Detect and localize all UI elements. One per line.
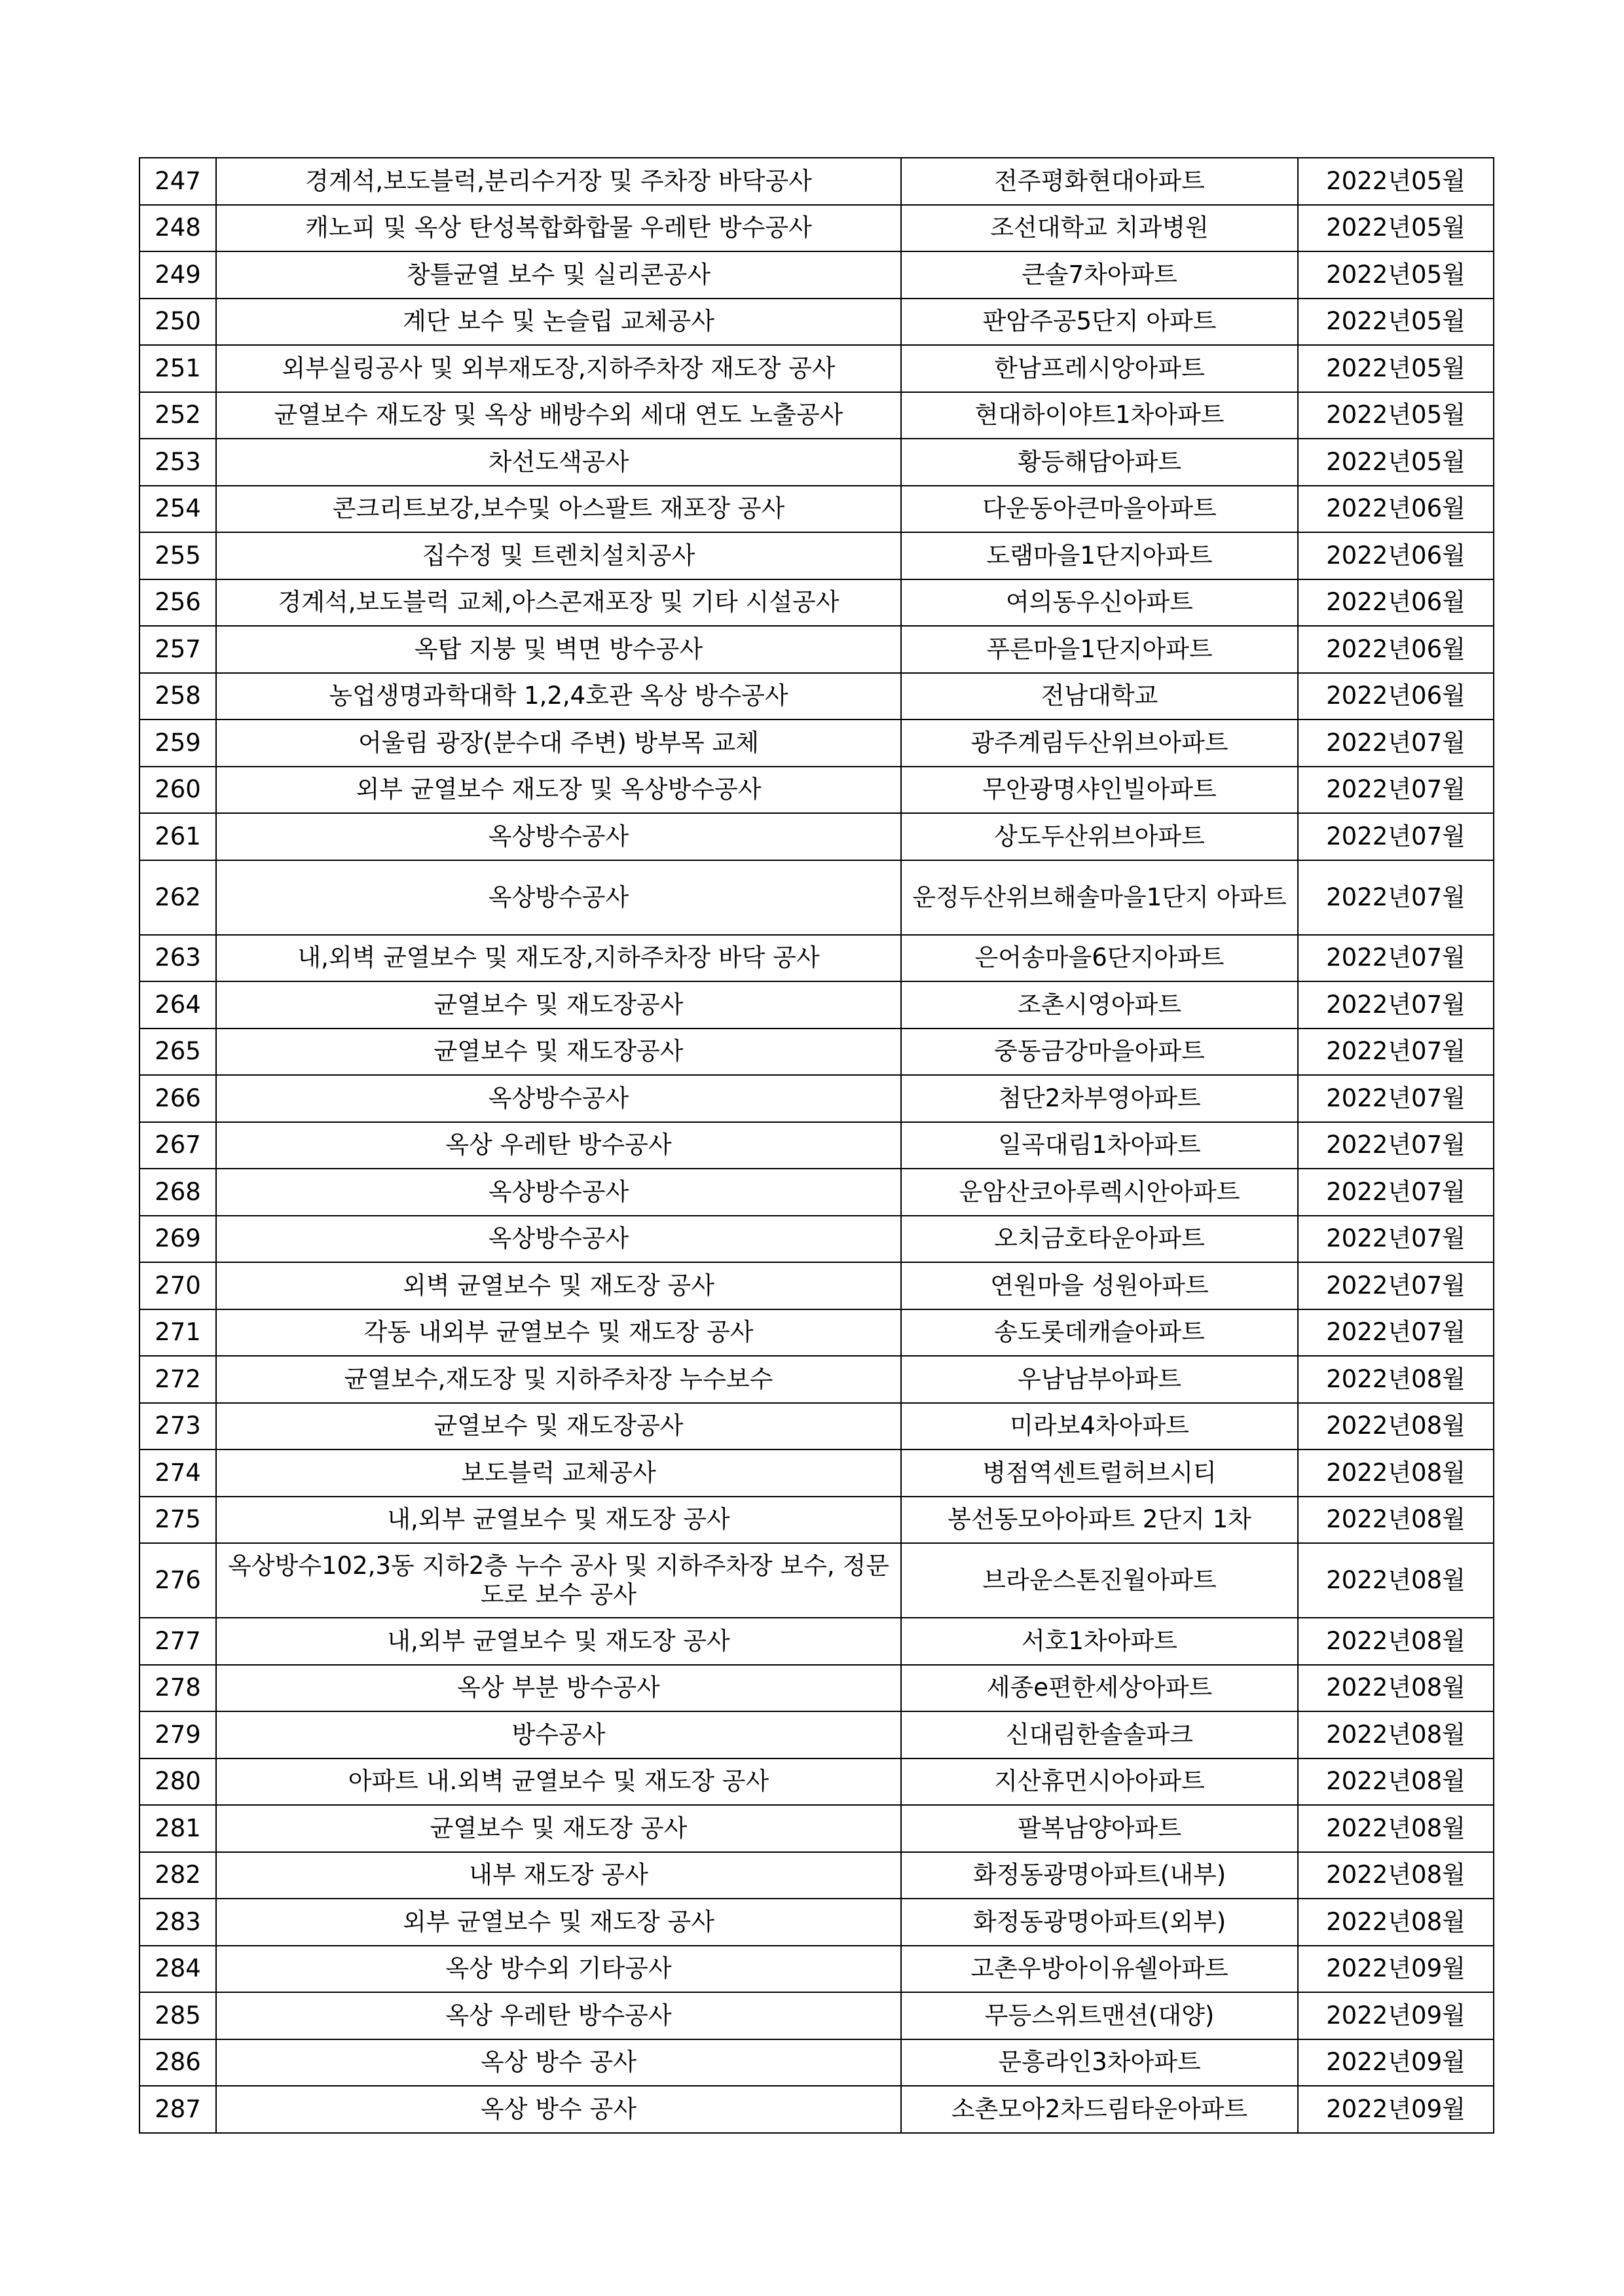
table-row xyxy=(139,1449,1494,1497)
site-name-cell: 전주평화현대아파트 xyxy=(901,158,1298,205)
site-name-cell: 무안광명샤인빌아파트 xyxy=(901,767,1298,814)
date-cell: 2022년09월 xyxy=(1298,1992,1494,2039)
site-name-cell: 운정두산위브해솔마을1단지 아파트 xyxy=(901,860,1298,935)
table-row xyxy=(139,673,1494,720)
date-cell: 2022년08월 xyxy=(1298,1618,1494,1665)
table-row xyxy=(139,1711,1494,1758)
table-row xyxy=(139,860,1494,935)
construction-records-table xyxy=(139,157,1494,2134)
table-row xyxy=(139,251,1494,299)
site-name-cell: 운암산코아루렉시안아파트 xyxy=(901,1169,1298,1216)
work-description-cell: 캐노피 및 옥상 탄성복합화합물 우레탄 방수공사 xyxy=(216,205,901,252)
table-row xyxy=(139,1075,1494,1122)
date-cell: 2022년06월 xyxy=(1298,673,1494,720)
date-cell: 2022년07월 xyxy=(1298,1169,1494,1216)
table-row xyxy=(139,720,1494,767)
work-description-cell: 방수공사 xyxy=(216,1711,901,1758)
date-cell: 2022년05월 xyxy=(1298,299,1494,346)
work-description-cell: 옥탑 지붕 및 벽면 방수공사 xyxy=(216,626,901,673)
site-name-cell: 현대하이야트1차아파트 xyxy=(901,392,1298,439)
site-name-cell: 화정동광명아파트(내부) xyxy=(901,1852,1298,1899)
table-row xyxy=(139,299,1494,346)
row-number-cell: 255 xyxy=(139,532,216,579)
site-name-cell: 지산휴먼시아아파트 xyxy=(901,1758,1298,1806)
site-name-cell: 전남대학교 xyxy=(901,673,1298,720)
date-cell: 2022년05월 xyxy=(1298,205,1494,252)
work-description-cell: 옥상 방수 공사 xyxy=(216,2086,901,2133)
work-description-cell: 내,외부 균열보수 및 재도장 공사 xyxy=(216,1618,901,1665)
work-description-cell: 옥상방수공사 xyxy=(216,860,901,935)
site-name-cell: 병점역센트럴허브시티 xyxy=(901,1449,1298,1497)
row-number-cell: 251 xyxy=(139,345,216,392)
work-description-cell: 내,외부 균열보수 및 재도장 공사 xyxy=(216,1497,901,1544)
date-cell: 2022년05월 xyxy=(1298,251,1494,299)
site-name-cell: 상도두산위브아파트 xyxy=(901,813,1298,860)
date-cell: 2022년06월 xyxy=(1298,532,1494,579)
site-name-cell: 문흥라인3차아파트 xyxy=(901,2039,1298,2086)
work-description-cell: 아파트 내.외벽 균열보수 및 재도장 공사 xyxy=(216,1758,901,1806)
row-number-cell: 254 xyxy=(139,486,216,533)
table-row xyxy=(139,392,1494,439)
date-cell: 2022년07월 xyxy=(1298,1029,1494,1076)
date-cell: 2022년06월 xyxy=(1298,626,1494,673)
table-row xyxy=(139,1758,1494,1806)
row-number-cell: 271 xyxy=(139,1309,216,1357)
site-name-cell: 큰솔7차아파트 xyxy=(901,251,1298,299)
work-description-cell: 외부 균열보수 재도장 및 옥상방수공사 xyxy=(216,767,901,814)
date-cell: 2022년08월 xyxy=(1298,1665,1494,1712)
date-cell: 2022년07월 xyxy=(1298,767,1494,814)
date-cell: 2022년06월 xyxy=(1298,486,1494,533)
table-row xyxy=(139,579,1494,627)
work-description-cell: 옥상 우레탄 방수공사 xyxy=(216,1992,901,2039)
date-cell: 2022년09월 xyxy=(1298,2039,1494,2086)
date-cell: 2022년09월 xyxy=(1298,2086,1494,2133)
row-number-cell: 247 xyxy=(139,158,216,205)
date-cell: 2022년09월 xyxy=(1298,1946,1494,1993)
row-number-cell: 253 xyxy=(139,439,216,486)
date-cell: 2022년07월 xyxy=(1298,813,1494,860)
table-row xyxy=(139,1309,1494,1357)
site-name-cell: 푸른마을1단지아파트 xyxy=(901,626,1298,673)
row-number-cell: 273 xyxy=(139,1403,216,1450)
site-name-cell: 화정동광명아파트(외부) xyxy=(901,1899,1298,1946)
table-row xyxy=(139,1899,1494,1946)
table-row xyxy=(139,1122,1494,1169)
date-cell: 2022년05월 xyxy=(1298,345,1494,392)
site-name-cell: 조촌시영아파트 xyxy=(901,981,1298,1029)
site-name-cell: 오치금호타운아파트 xyxy=(901,1216,1298,1263)
site-name-cell: 도램마을1단지아파트 xyxy=(901,532,1298,579)
work-description-cell: 보도블럭 교체공사 xyxy=(216,1449,901,1497)
work-description-cell: 균열보수 및 재도장공사 xyxy=(216,981,901,1029)
date-cell: 2022년08월 xyxy=(1298,1711,1494,1758)
table-row xyxy=(139,1618,1494,1665)
work-description-cell: 옥상 방수 공사 xyxy=(216,2039,901,2086)
work-description-cell: 내,외벽 균열보수 및 재도장,지하주차장 바닥 공사 xyxy=(216,935,901,982)
row-number-cell: 268 xyxy=(139,1169,216,1216)
row-number-cell: 258 xyxy=(139,673,216,720)
date-cell: 2022년05월 xyxy=(1298,439,1494,486)
table-row xyxy=(139,1665,1494,1712)
work-description-cell: 외부 균열보수 및 재도장 공사 xyxy=(216,1899,901,1946)
date-cell: 2022년08월 xyxy=(1298,1449,1494,1497)
site-name-cell: 신대림한솔솔파크 xyxy=(901,1711,1298,1758)
row-number-cell: 276 xyxy=(139,1543,216,1618)
work-description-cell: 경계석,보도블럭,분리수거장 및 주차장 바닥공사 xyxy=(216,158,901,205)
work-description-cell: 균열보수 및 재도장공사 xyxy=(216,1403,901,1450)
site-name-cell: 황등해담아파트 xyxy=(901,439,1298,486)
date-cell: 2022년07월 xyxy=(1298,935,1494,982)
row-number-cell: 265 xyxy=(139,1029,216,1076)
row-number-cell: 278 xyxy=(139,1665,216,1712)
row-number-cell: 284 xyxy=(139,1946,216,1993)
site-name-cell: 팔복남양아파트 xyxy=(901,1805,1298,1852)
date-cell: 2022년07월 xyxy=(1298,1262,1494,1309)
site-name-cell: 소촌모아2차드림타운아파트 xyxy=(901,2086,1298,2133)
date-cell: 2022년07월 xyxy=(1298,1122,1494,1169)
table-row xyxy=(139,1262,1494,1309)
row-number-cell: 270 xyxy=(139,1262,216,1309)
row-number-cell: 272 xyxy=(139,1356,216,1403)
work-description-cell: 옥상방수공사 xyxy=(216,1216,901,1263)
site-name-cell: 송도롯데캐슬아파트 xyxy=(901,1309,1298,1357)
work-description-cell: 균열보수 및 재도장 공사 xyxy=(216,1805,901,1852)
table-row xyxy=(139,767,1494,814)
row-number-cell: 287 xyxy=(139,2086,216,2133)
date-cell: 2022년07월 xyxy=(1298,720,1494,767)
site-name-cell: 광주계림두산위브아파트 xyxy=(901,720,1298,767)
work-description-cell: 농업생명과학대학 1,2,4호관 옥상 방수공사 xyxy=(216,673,901,720)
work-description-cell: 차선도색공사 xyxy=(216,439,901,486)
site-name-cell: 서호1차아파트 xyxy=(901,1618,1298,1665)
row-number-cell: 259 xyxy=(139,720,216,767)
site-name-cell: 무등스위트맨션(대양) xyxy=(901,1992,1298,2039)
table-row xyxy=(139,1029,1494,1076)
work-description-cell: 어울림 광장(분수대 주변) 방부목 교체 xyxy=(216,720,901,767)
row-number-cell: 260 xyxy=(139,767,216,814)
work-description-cell: 균열보수 재도장 및 옥상 배방수외 세대 연도 노출공사 xyxy=(216,392,901,439)
site-name-cell: 여의동우신아파트 xyxy=(901,579,1298,627)
table-row xyxy=(139,2039,1494,2086)
row-number-cell: 275 xyxy=(139,1497,216,1544)
work-description-cell: 창틀균열 보수 및 실리콘공사 xyxy=(216,251,901,299)
site-name-cell: 우남남부아파트 xyxy=(901,1356,1298,1403)
row-number-cell: 274 xyxy=(139,1449,216,1497)
row-number-cell: 279 xyxy=(139,1711,216,1758)
row-number-cell: 262 xyxy=(139,860,216,935)
table-row xyxy=(139,205,1494,252)
date-cell: 2022년08월 xyxy=(1298,1497,1494,1544)
table-row xyxy=(139,439,1494,486)
work-description-cell: 옥상 방수외 기타공사 xyxy=(216,1946,901,1993)
records-table-body xyxy=(139,158,1494,2133)
date-cell: 2022년07월 xyxy=(1298,1216,1494,1263)
table-row xyxy=(139,1992,1494,2039)
row-number-cell: 263 xyxy=(139,935,216,982)
table-row xyxy=(139,1169,1494,1216)
date-cell: 2022년08월 xyxy=(1298,1899,1494,1946)
row-number-cell: 281 xyxy=(139,1805,216,1852)
work-description-cell: 내부 재도장 공사 xyxy=(216,1852,901,1899)
work-description-cell: 균열보수,재도장 및 지하주차장 누수보수 xyxy=(216,1356,901,1403)
row-number-cell: 286 xyxy=(139,2039,216,2086)
date-cell: 2022년08월 xyxy=(1298,1758,1494,1806)
row-number-cell: 249 xyxy=(139,251,216,299)
date-cell: 2022년06월 xyxy=(1298,579,1494,627)
site-name-cell: 봉선동모아아파트 2단지 1차 xyxy=(901,1497,1298,1544)
site-name-cell: 은어송마을6단지아파트 xyxy=(901,935,1298,982)
site-name-cell: 조선대학교 치과병원 xyxy=(901,205,1298,252)
date-cell: 2022년07월 xyxy=(1298,981,1494,1029)
row-number-cell: 252 xyxy=(139,392,216,439)
row-number-cell: 257 xyxy=(139,626,216,673)
row-number-cell: 285 xyxy=(139,1992,216,2039)
table-row xyxy=(139,158,1494,205)
row-number-cell: 248 xyxy=(139,205,216,252)
table-row xyxy=(139,1403,1494,1450)
date-cell: 2022년08월 xyxy=(1298,1356,1494,1403)
row-number-cell: 250 xyxy=(139,299,216,346)
work-description-cell: 계단 보수 및 논슬립 교체공사 xyxy=(216,299,901,346)
site-name-cell: 미라보4차아파트 xyxy=(901,1403,1298,1450)
site-name-cell: 세종e편한세상아파트 xyxy=(901,1665,1298,1712)
site-name-cell: 첨단2차부영아파트 xyxy=(901,1075,1298,1122)
table-row xyxy=(139,1805,1494,1852)
table-row xyxy=(139,1216,1494,1263)
date-cell: 2022년08월 xyxy=(1298,1543,1494,1618)
work-description-cell: 옥상 부분 방수공사 xyxy=(216,1665,901,1712)
work-description-cell: 균열보수 및 재도장공사 xyxy=(216,1029,901,1076)
date-cell: 2022년07월 xyxy=(1298,860,1494,935)
date-cell: 2022년05월 xyxy=(1298,158,1494,205)
row-number-cell: 280 xyxy=(139,1758,216,1806)
work-description-cell: 외부실링공사 및 외부재도장,지하주차장 재도장 공사 xyxy=(216,345,901,392)
table-row xyxy=(139,1946,1494,1993)
row-number-cell: 256 xyxy=(139,579,216,627)
table-row xyxy=(139,935,1494,982)
work-description-cell: 경계석,보도블럭 교체,아스콘재포장 및 기타 시설공사 xyxy=(216,579,901,627)
work-description-cell: 집수정 및 트렌치설치공사 xyxy=(216,532,901,579)
work-description-cell: 각동 내외부 균열보수 및 재도장 공사 xyxy=(216,1309,901,1357)
site-name-cell: 고촌우방아이유쉘아파트 xyxy=(901,1946,1298,1993)
site-name-cell: 중동금강마을아파트 xyxy=(901,1029,1298,1076)
row-number-cell: 264 xyxy=(139,981,216,1029)
table-row xyxy=(139,1543,1494,1618)
date-cell: 2022년08월 xyxy=(1298,1403,1494,1450)
date-cell: 2022년08월 xyxy=(1298,1852,1494,1899)
table-row xyxy=(139,345,1494,392)
table-row xyxy=(139,532,1494,579)
site-name-cell: 판암주공5단지 아파트 xyxy=(901,299,1298,346)
date-cell: 2022년05월 xyxy=(1298,392,1494,439)
table-row xyxy=(139,626,1494,673)
date-cell: 2022년07월 xyxy=(1298,1075,1494,1122)
table-row xyxy=(139,1497,1494,1544)
site-name-cell: 다운동아큰마을아파트 xyxy=(901,486,1298,533)
work-description-cell: 옥상방수102,3동 지하2층 누수 공사 및 지하주차장 보수, 정문 도로 보수 공사 xyxy=(216,1543,901,1618)
row-number-cell: 267 xyxy=(139,1122,216,1169)
work-description-cell: 옥상방수공사 xyxy=(216,1169,901,1216)
row-number-cell: 261 xyxy=(139,813,216,860)
row-number-cell: 266 xyxy=(139,1075,216,1122)
row-number-cell: 277 xyxy=(139,1618,216,1665)
table-row xyxy=(139,1852,1494,1899)
work-description-cell: 옥상방수공사 xyxy=(216,1075,901,1122)
date-cell: 2022년08월 xyxy=(1298,1805,1494,1852)
work-description-cell: 콘크리트보강,보수및 아스팔트 재포장 공사 xyxy=(216,486,901,533)
table-row xyxy=(139,2086,1494,2133)
work-description-cell: 외벽 균열보수 및 재도장 공사 xyxy=(216,1262,901,1309)
site-name-cell: 일곡대림1차아파트 xyxy=(901,1122,1298,1169)
row-number-cell: 282 xyxy=(139,1852,216,1899)
work-description-cell: 옥상방수공사 xyxy=(216,813,901,860)
table-row xyxy=(139,981,1494,1029)
table-row xyxy=(139,813,1494,860)
site-name-cell: 한남프레시앙아파트 xyxy=(901,345,1298,392)
date-cell: 2022년07월 xyxy=(1298,1309,1494,1357)
row-number-cell: 283 xyxy=(139,1899,216,1946)
table-row xyxy=(139,486,1494,533)
site-name-cell: 연원마을 성원아파트 xyxy=(901,1262,1298,1309)
table-row xyxy=(139,1356,1494,1403)
row-number-cell: 269 xyxy=(139,1216,216,1263)
site-name-cell: 브라운스톤진월아파트 xyxy=(901,1543,1298,1618)
work-description-cell: 옥상 우레탄 방수공사 xyxy=(216,1122,901,1169)
